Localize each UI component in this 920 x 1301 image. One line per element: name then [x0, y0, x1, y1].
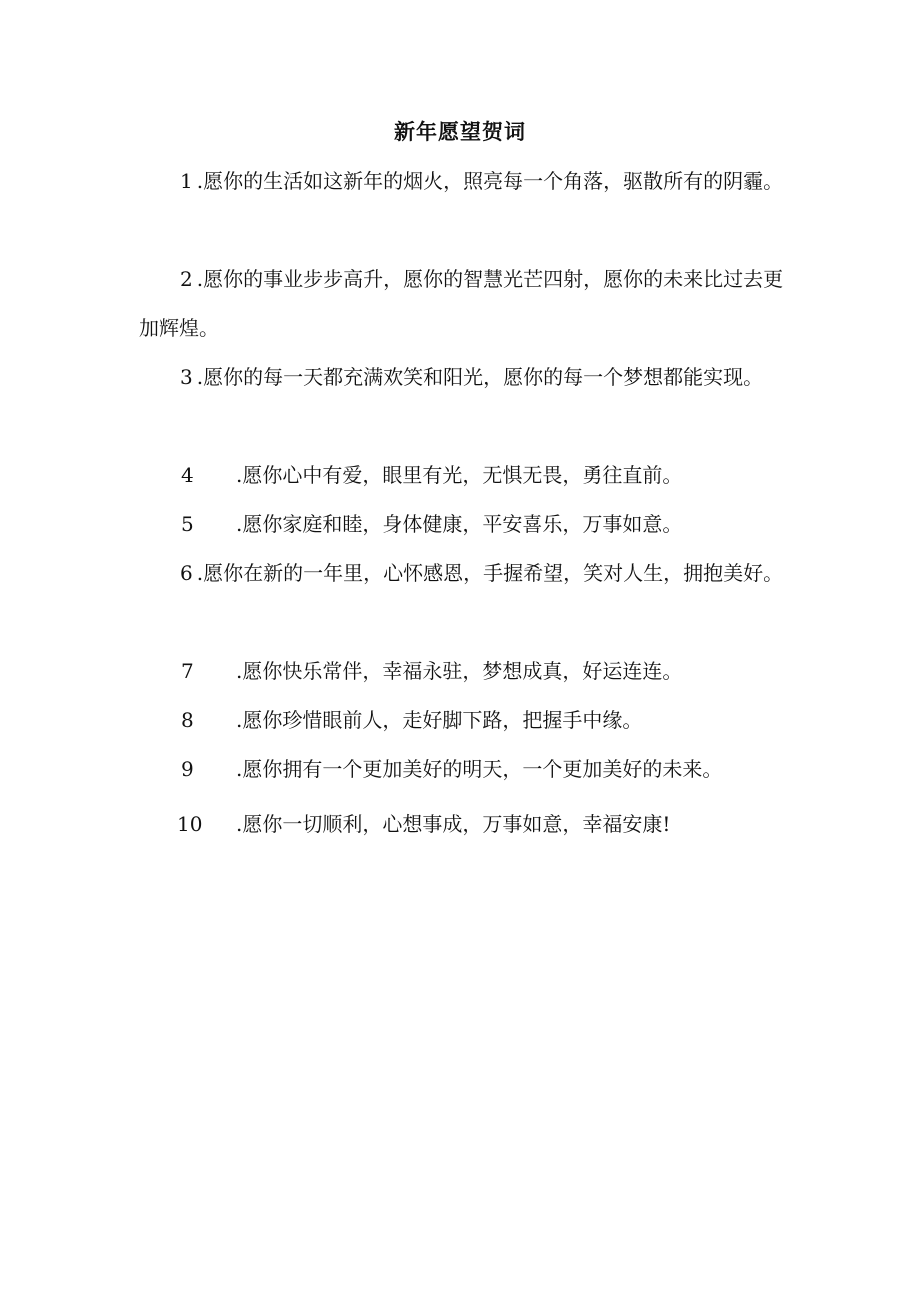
wish-item-4: [139, 451, 789, 500]
wish-number: 4: [181, 463, 194, 487]
wish-text: .愿你在新的一年里，心怀感恩，手握希望，笑对人生，拥抱美好。: [196, 561, 784, 585]
wish-number: 10: [177, 812, 203, 836]
wish-text: .愿你家庭和睦，身体健康，平安喜乐，万事如意。: [236, 512, 683, 536]
wish-item-6: [139, 549, 789, 598]
wish-text: .愿你快乐常伴，幸福永驻，梦想成真，好运连连。: [236, 659, 683, 683]
wish-item-1: [139, 157, 789, 206]
wish-text: .愿你一切顺利，心想事成，万事如意，幸福安康!: [236, 812, 671, 836]
wish-number: 1: [180, 169, 193, 193]
wish-text: .愿你的生活如这新年的烟火，照亮每一个角落，驱散所有的阴霾。: [196, 169, 784, 193]
wish-item-3: [139, 353, 789, 402]
wish-item-5: [139, 500, 789, 549]
wish-item-2: [139, 255, 789, 353]
wish-text: .愿你的每一天都充满欢笑和阳光，愿你的每一个梦想都能实现。: [196, 365, 764, 389]
wish-item-7: [139, 647, 789, 696]
wish-number: 9: [181, 757, 194, 781]
wish-item-8: [139, 696, 789, 745]
wish-text: .愿你心中有爱，眼里有光，无惧无畏，勇往直前。: [236, 463, 683, 487]
wish-number: 8: [181, 708, 194, 732]
wish-text: .愿你珍惜眼前人，走好脚下路，把握手中缘。: [236, 708, 643, 732]
wish-number: 2: [180, 267, 193, 291]
wish-number: 3: [180, 365, 193, 389]
page-title: 新年愿望贺词: [394, 120, 526, 144]
wish-number: 5: [181, 512, 194, 536]
wish-text: .愿你的事业步步高升，愿你的智慧光芒四射，愿你的未来比过去更加辉煌。: [139, 267, 784, 340]
wish-item-10: [139, 800, 789, 849]
wish-item-9: [139, 745, 789, 794]
wish-number: 6: [180, 561, 193, 585]
wish-text: .愿你拥有一个更加美好的明天，一个更加美好的未来。: [236, 757, 723, 781]
wish-number: 7: [181, 659, 194, 683]
